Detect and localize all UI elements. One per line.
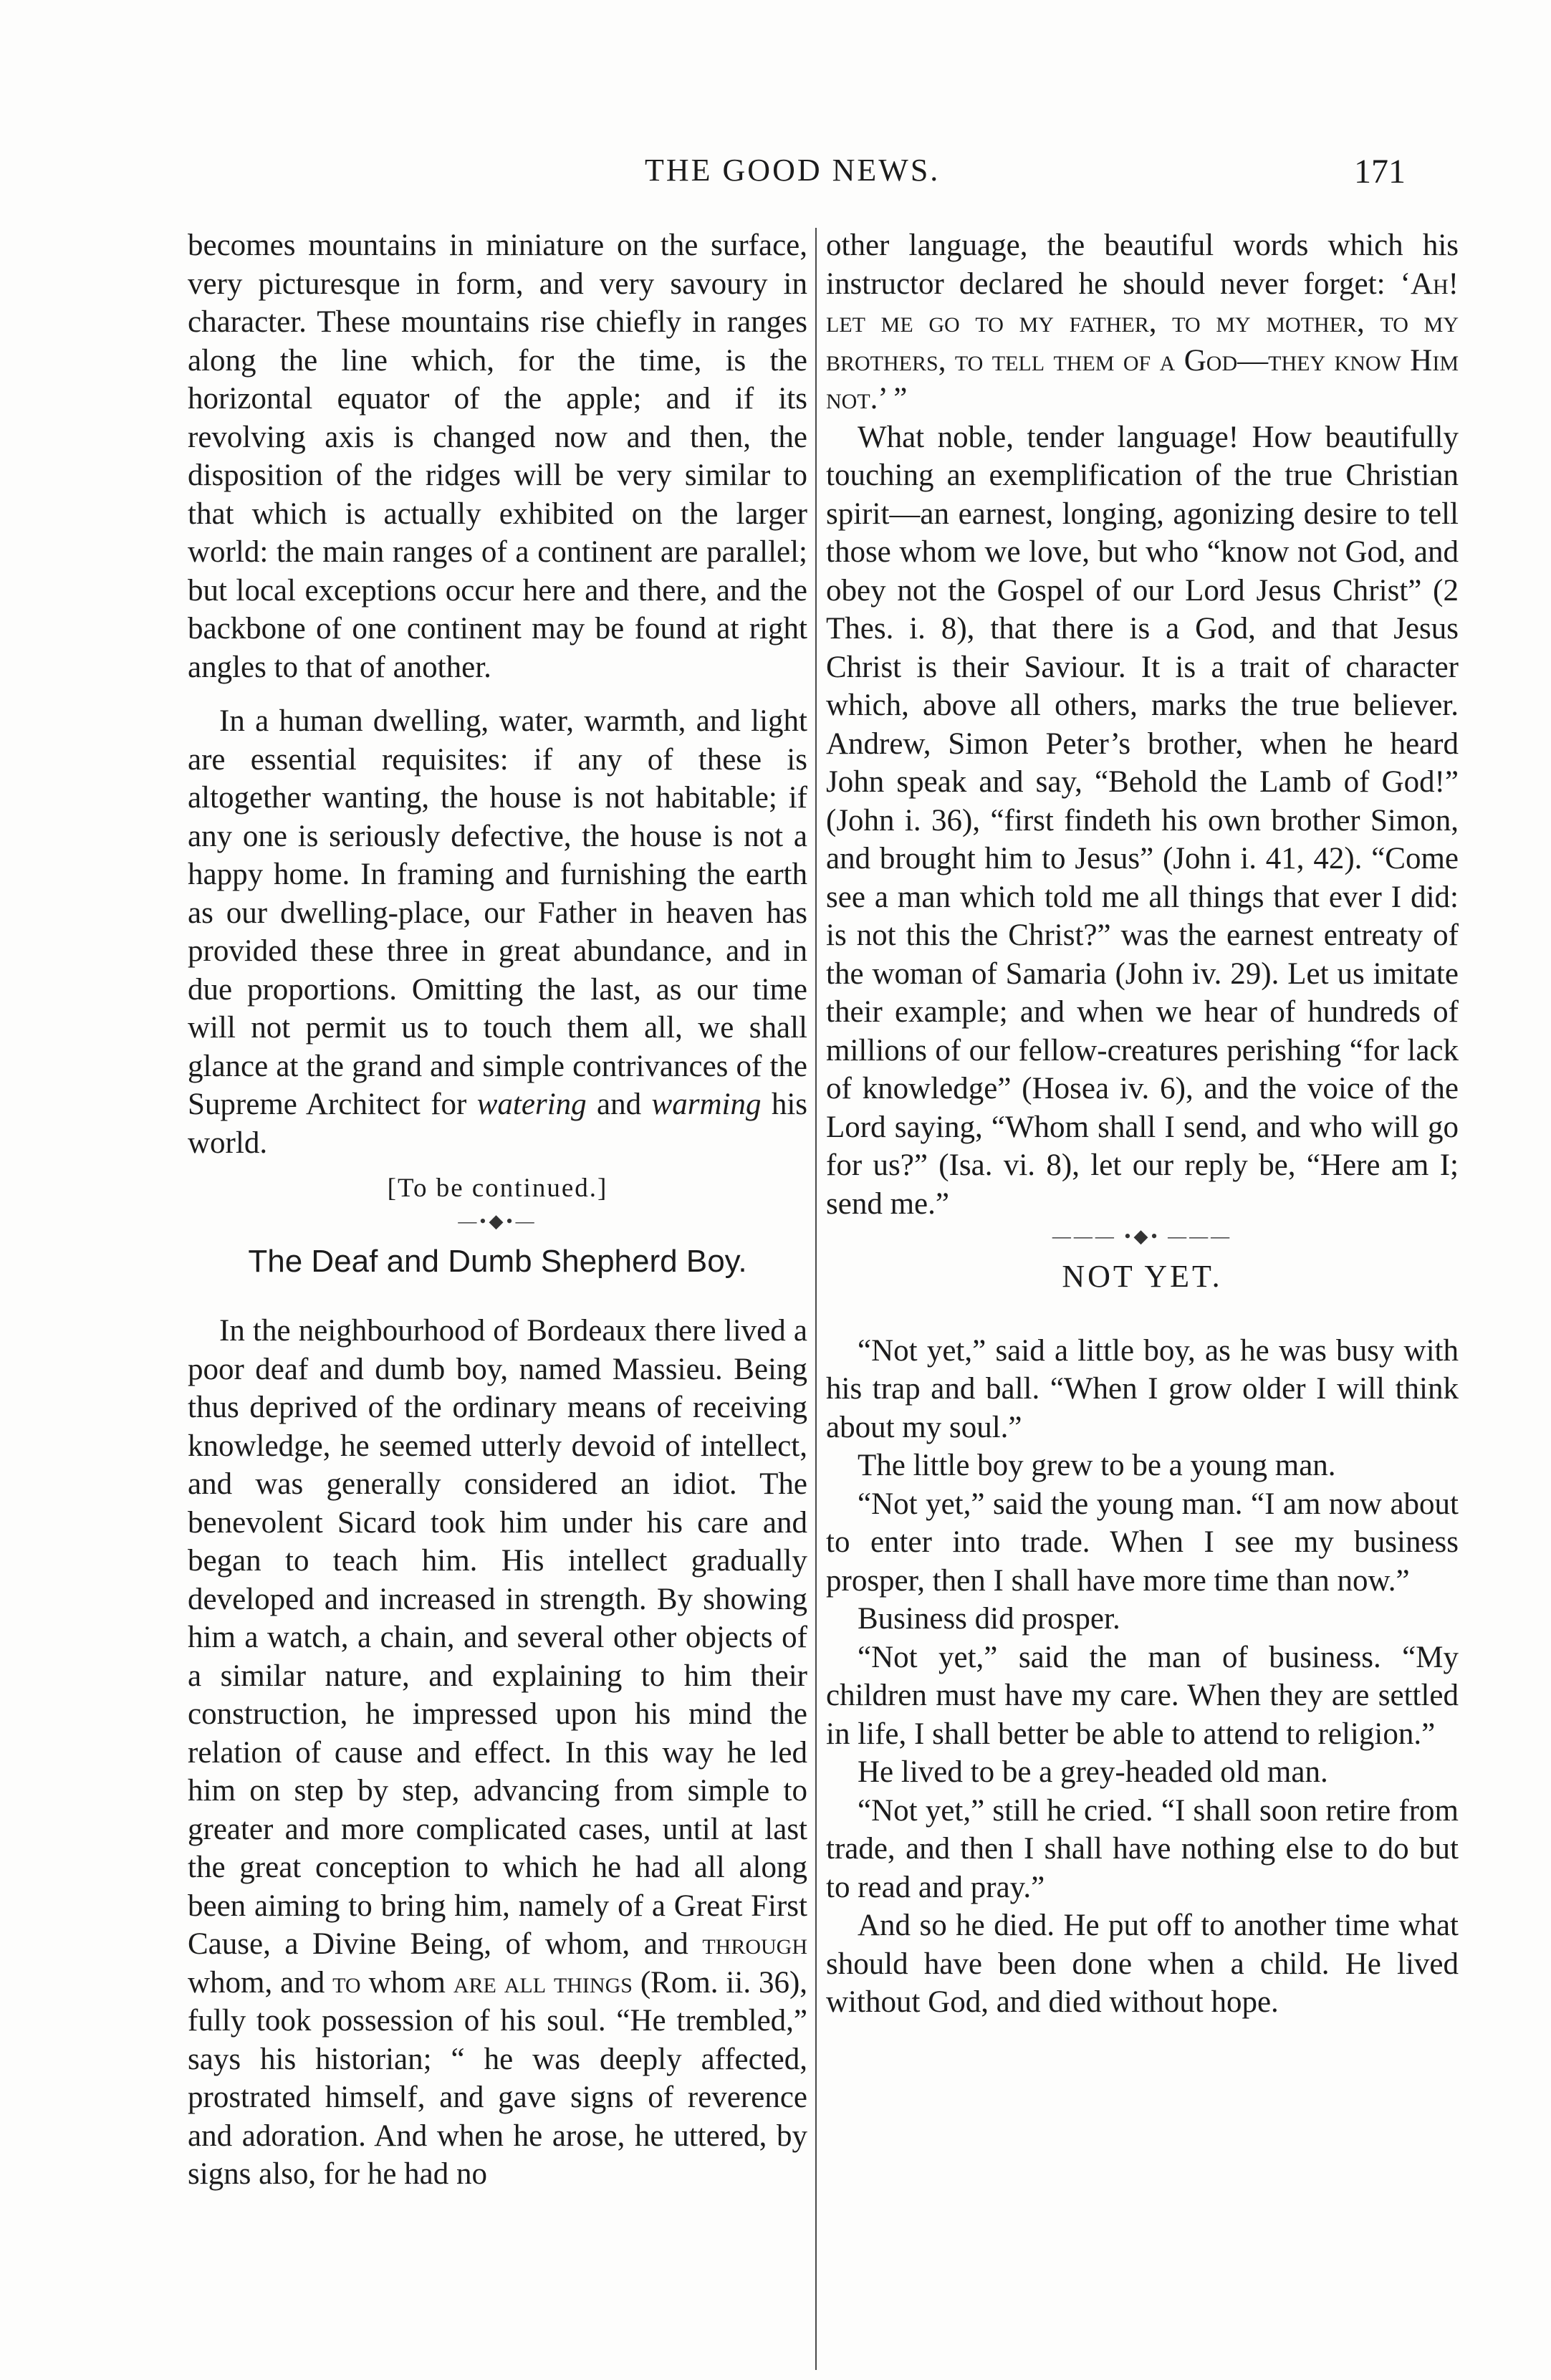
dwelling-text: In a human dwelling, water, warmth, and light are essential requisites: if any of these is altogether wanting, the house is not habitable; if any one is seriously defective, the house is not a happy home. In framing and furnishing the earth as our dwelling-place, our Father in heaven has provided these three in great abundance, and in due proportions. Omitting the last, as our time will not permit us to touch them all, we shall glance at the grand and simple contrivances of the Supreme Architect for <box>188 704 807 1121</box>
small-caps-all-things: are all things <box>453 1965 633 2000</box>
massieu-words-paragraph <box>826 226 1459 418</box>
not-yet-p6: He lived to be a grey-headed old man. <box>858 1755 1328 1789</box>
not-yet-p5: “Not yet,” said the man of business. “My children must have my care. When they are settled in life, I shall better be able to attend to religion.” <box>826 1640 1459 1751</box>
running-title: THE GOOD NEWS. <box>645 153 941 188</box>
small-caps-through: through <box>702 1927 808 1961</box>
dwelling-text-end: his world. <box>188 1088 808 1160</box>
emphasis-watering: watering <box>476 1088 587 1121</box>
shepherd-text-a: In the neighbourhood of Bordeaux there lived a poor deaf and dumb boy, named Massieu. Being thus deprived of the ordinary means of receiving knowledge, he seemed utterly devoid of intellect, and was generally considered an idiot. The benevolent Sicard took him under his care and began to teach him. His intellect gradually developed and increased in strength. By showing him a watch, a chain, and several other objects of a similar nature, and explaining to him their construction, he impressed upon his mind the relation of cause and effect. In this way he led him on step by step, advancing from simple to greater and more complicated cases, until at last the great conception to which he had all along been aiming to bring him, namely of a Great First Cause, a Divine Being, of whom, and <box>188 1314 807 1961</box>
column-divider <box>815 228 817 2370</box>
continued-paragraph: becomes mountains in miniature on the surface, very picturesque in form, and very savoury in character. These mountains rise chiefly in ranges along the line which, for the time, is the horizontal equator of the apple; and if its revolving axis is changed now and then, the disposition of the ridges will be very similar to that which is actually exhibited on the larger world: the main ranges of a continent are parallel; but local exceptions occur here and there, and the backbone of one continent may be found at right angles to that of another. <box>188 229 807 684</box>
shepherd-text-d: (Rom. ii. 36), fully took possession of his soul. “He trembled,” says his historian; “ he was deeply affected, prostrated himself, and gave signs of reverence and adoration. And when he arose, he uttered, by signs also, for he had no <box>188 1965 808 2191</box>
not-yet-p3: “Not yet,” said the young man. “I am now about to enter into trade. When I see my business prosper, then I shall have more time than now.” <box>826 1487 1459 1598</box>
to-be-continued: [To be continued.] <box>387 1174 608 1203</box>
article-title-not-yet: NOT YET. <box>1062 1259 1223 1294</box>
page-header <box>193 152 1447 202</box>
massieu-text-a: other language, the beautiful words which his instructor declared he should never forget: ‘ <box>826 229 1459 301</box>
small-caps-to: to <box>332 1965 361 2000</box>
section-ornament: —•◆•— <box>458 1210 537 1232</box>
left-column <box>188 226 807 2194</box>
right-column <box>826 226 1459 2022</box>
page-number: 171 <box>1354 153 1406 191</box>
not-yet-p8: And so he died. He put off to another time what should have been done when a child. He lived without God, and died without hope. <box>826 1909 1459 2019</box>
noble-language-paragraph: What noble, tender language! How beautifully touching an exemplification of the true Christian spirit—an earnest, longing, agonizing desire to tell those whom we love, but who “know not God, and obey not the Gospel of our Lord Jesus Christ” (2 Thes. i. 8), that there is a God, and that Jesus Christ is their Saviour. It is a trait of character which, above all others, marks the true believer. Andrew, Simon Peter’s brother, when he heard John speak and say, “Behold the Lamb of God!” (John i. 36), “first findeth his own brother Simon, and brought him to Jesus” (John i. 41, 42). “Come see a man which told me all things that ever I did: is not this the Christ?” was the earnest entreaty of the woman of Samaria (John iv. 29). Let us imitate their example; and when we hear of hundreds of millions of our fellow-creatures perishing “for lack of knowledge” (Hosea iv. 6), and the voice of the Lord saying, “Whom shall I send, and who will go for us?” (Isa. vi. 8), let our reply be, “Here am I; send me.” <box>826 420 1459 1221</box>
not-yet-p4: Business did prosper. <box>858 1602 1120 1636</box>
massieu-text-b: ’ ” <box>878 382 908 416</box>
not-yet-p7: “Not yet,” still he cried. “I shall soon retire from trade, and then I shall have nothing else to do but to read and pray.” <box>826 1793 1459 1904</box>
dwelling-paragraph <box>188 702 807 1162</box>
not-yet-p1: “Not yet,” said a little boy, as he was busy with his trap and ball. “When I grow older I will think about my soul.” <box>826 1333 1459 1444</box>
article-title-shepherd-boy: The Deaf and Dumb Shepherd Boy. <box>248 1243 747 1279</box>
paragraph-gap <box>188 686 807 702</box>
section-ornament-right: ——— •◆• ——— <box>1052 1226 1233 1247</box>
emphasis-warming: warming <box>651 1088 762 1121</box>
shepherd-boy-paragraph <box>188 1312 807 2194</box>
not-yet-p2: The little boy grew to be a young man. <box>858 1449 1336 1482</box>
massieu-quote: Ah! let me go to my father, to my mother, to my brothers, to tell them of a God—they know Him not. <box>826 267 1459 416</box>
dwelling-text-mid: and <box>597 1088 642 1121</box>
shepherd-text-c: whom <box>368 1965 446 2000</box>
shepherd-text-b: whom, and <box>188 1965 325 2000</box>
